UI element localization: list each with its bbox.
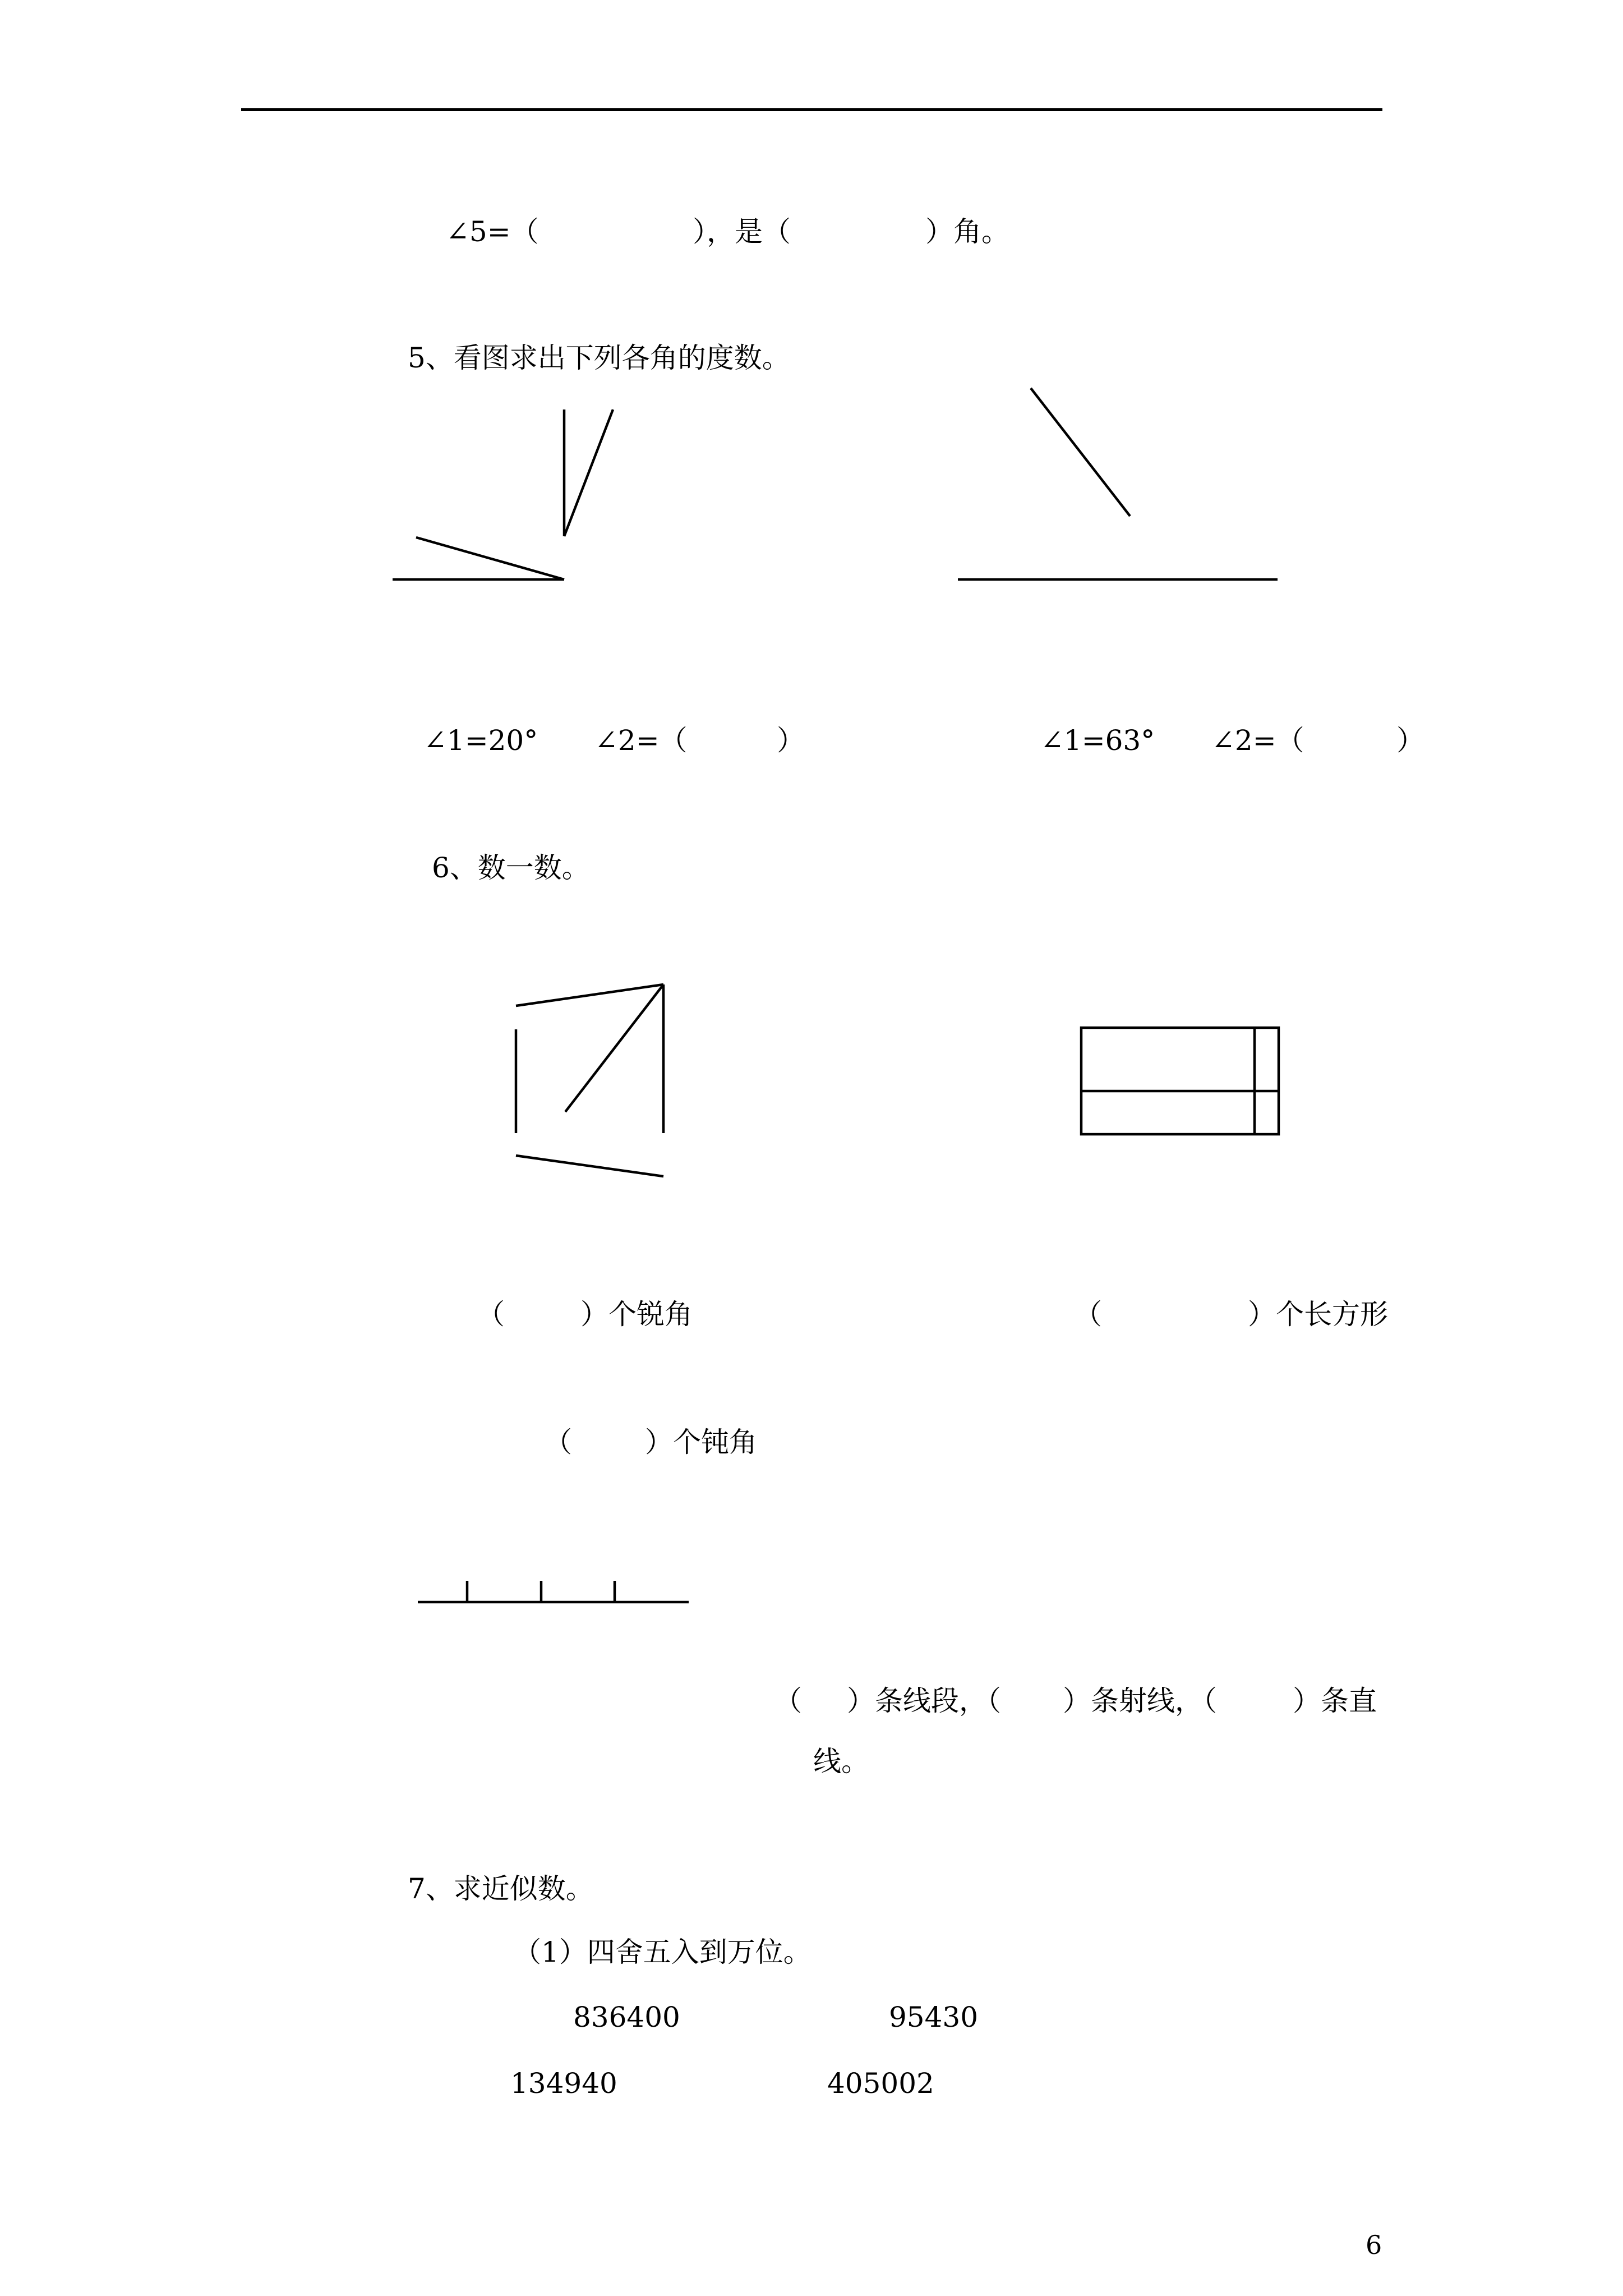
angle5-end: ）角。	[925, 215, 1009, 248]
q5-figure-2	[958, 388, 1278, 579]
q7-title: 7、求近似数。	[408, 1872, 594, 1905]
number-3: 134940	[510, 2067, 617, 2100]
angle5-mid: ），是（	[693, 215, 791, 248]
angle5-label: ∠5=（	[446, 215, 539, 248]
q5-fig1-angle1: ∠1=20°	[423, 724, 538, 757]
ray-label: ）条射线，（	[1063, 1685, 1217, 1717]
q6-rectangle-figure	[1081, 1028, 1279, 1134]
q5-fig2-angle1: ∠1=63°	[1040, 724, 1155, 757]
rect-count-label: ）个长方形	[1248, 1298, 1388, 1331]
obtuse-count-label: ）个钝角	[645, 1426, 757, 1458]
q6-line-figure	[418, 1581, 689, 1602]
q6-angle-figure	[516, 984, 663, 1176]
q5-fig2-angle2-open: ∠2=（	[1211, 724, 1304, 757]
obtuse-open: （	[544, 1426, 572, 1458]
segment-label: ）条线段，（	[847, 1685, 1001, 1717]
line-label-wrap: 线。	[813, 1745, 869, 1778]
rect-open: （	[1074, 1298, 1102, 1331]
q5-fig2-angle2-close: ）	[1396, 724, 1424, 757]
q6-title: 6、数一数。	[432, 852, 590, 884]
acute-open: （	[477, 1298, 505, 1331]
number-2: 95430	[889, 2001, 979, 2033]
q5-fig1-angle2-open: ∠2=（	[594, 724, 688, 757]
number-4: 405002	[827, 2067, 934, 2100]
segment-open: （	[774, 1685, 802, 1717]
q5-figure-1	[393, 409, 613, 579]
q5-title: 5、看图求出下列各角的度数。	[408, 342, 790, 374]
page-number: 6	[1366, 2230, 1382, 2260]
line-label: ）条直	[1293, 1685, 1377, 1717]
acute-count-label: ）个锐角	[580, 1298, 693, 1331]
q7-sub1: （1）四舍五入到万位。	[513, 1936, 811, 1968]
q5-fig1-angle2-close: ）	[777, 724, 805, 757]
number-1: 836400	[573, 2001, 680, 2033]
